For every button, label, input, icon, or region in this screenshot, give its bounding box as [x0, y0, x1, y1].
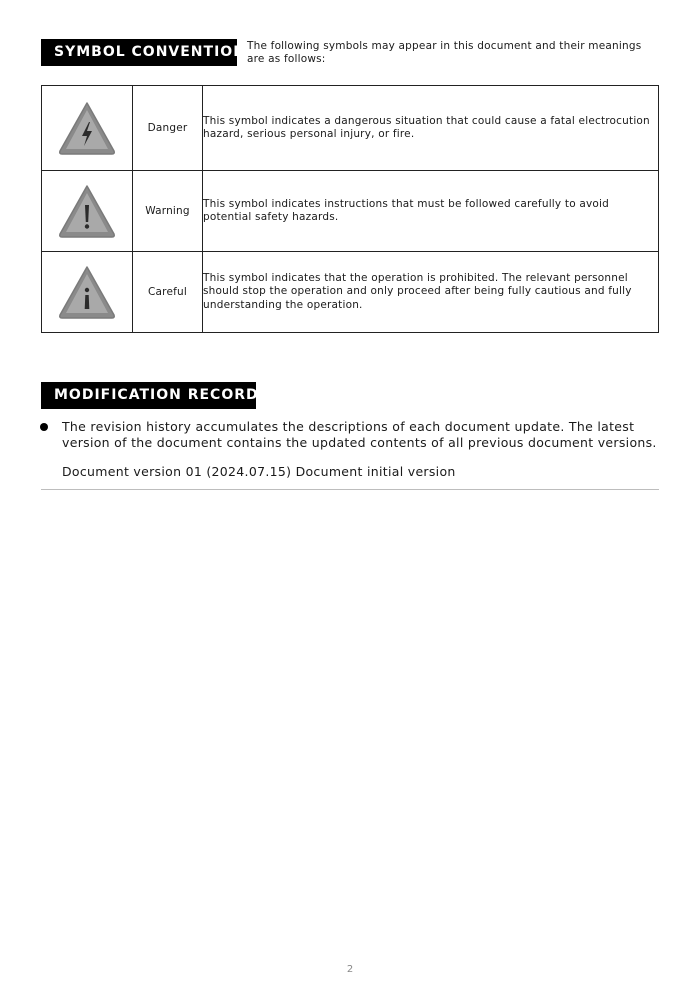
lightning-warning-icon	[57, 100, 117, 156]
info-warning-icon	[57, 264, 117, 320]
symbol-table	[41, 85, 659, 333]
table-row	[42, 252, 659, 333]
symbol-intro-text: The following symbols may appear in this document and their meanings are as follows:	[247, 40, 642, 65]
symbol-name: Careful	[133, 252, 203, 333]
document-version-line: Document version 01 (2024.07.15) Document initial version	[62, 464, 456, 479]
exclamation-warning-icon	[57, 183, 117, 239]
symbol-name: Warning	[133, 171, 203, 252]
bullet-icon	[40, 423, 48, 431]
divider	[41, 489, 659, 490]
table-row	[42, 171, 659, 252]
table-row	[42, 86, 659, 171]
symbol-description: This symbol indicates a dangerous situation that could cause a fatal electrocution hazard, serious personal injury, or fire.	[203, 86, 659, 171]
symbol-name: Danger	[133, 86, 203, 171]
symbol-convention-title: SYMBOL CONVENTION	[41, 39, 237, 66]
revision-history-text: The revision history accumulates the descriptions of each document update. The latest version of the document contains the updated contents of all previous document versions.	[62, 419, 657, 450]
page-number: 2	[346, 964, 354, 975]
symbol-description: This symbol indicates instructions that must be followed carefully to avoid potential safety hazards.	[203, 171, 659, 252]
symbol-description: This symbol indicates that the operation is prohibited. The relevant personnel should stop the operation and only proceed after being fully cautious and fully understanding the operation.	[203, 252, 659, 333]
modification-records-title: MODIFICATION RECORDS	[41, 382, 256, 409]
